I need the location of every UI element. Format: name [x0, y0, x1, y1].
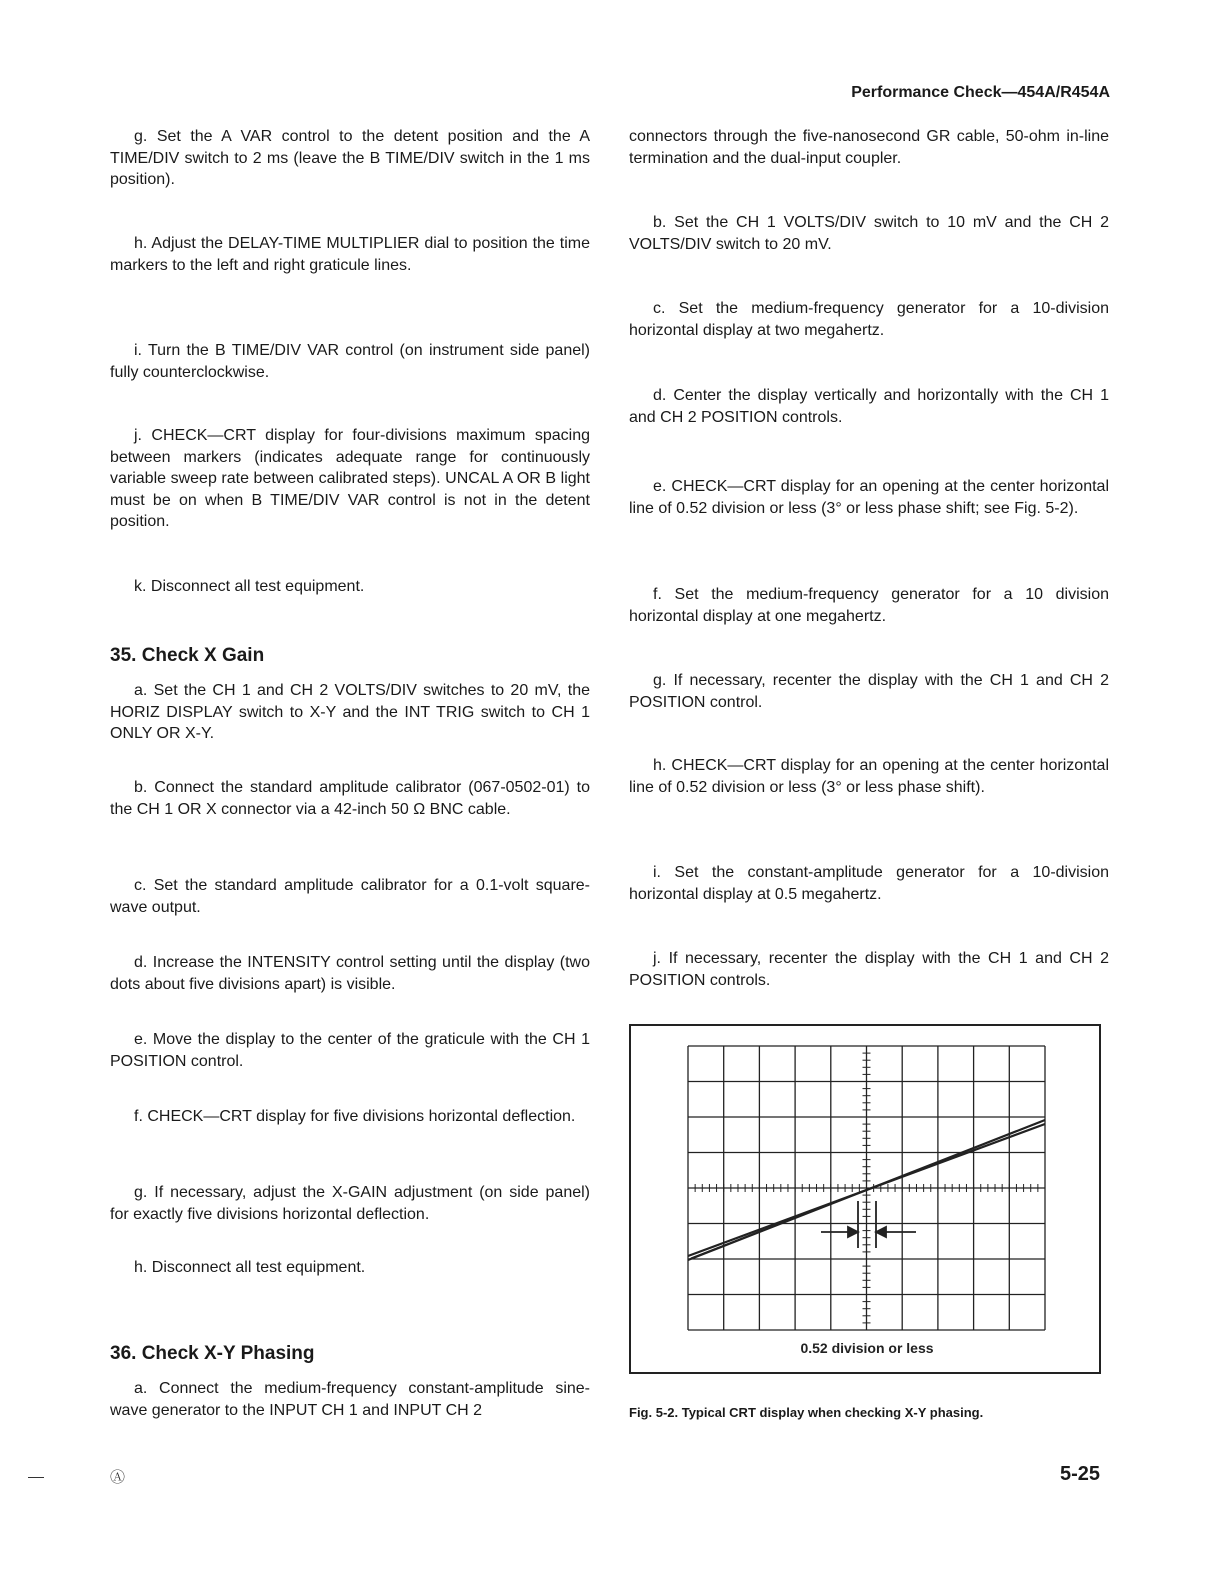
right-step-j: [629, 948, 1109, 991]
step-text: e. CHECK—CRT display for an opening at the center horizontal line of 0.52 division or less (3° or less phase shift; see Fig. 5-2).: [629, 478, 1109, 517]
step-text: a. Connect the medium-frequency constant-amplitude sine-wave generator to the INPUT CH 1 and INPUT CH 2: [110, 1380, 590, 1419]
step-text: d. Increase the INTENSITY control setting until the display (two dots about five divisions apart) is visible.: [110, 954, 590, 993]
step-text: i. Set the constant-amplitude generator for a 10-division horizontal display at 0.5 megahertz.: [629, 864, 1109, 903]
step-text: g. If necessary, adjust the X-GAIN adjustment (on side panel) for exactly five divisions horizontal deflection.: [110, 1184, 590, 1223]
section-35-heading: [110, 645, 590, 667]
right-step-f: [629, 584, 1109, 627]
right-step-e: [629, 476, 1109, 519]
left-step-g: [110, 126, 590, 191]
s35-step-g: [110, 1182, 590, 1225]
right-step-b: [629, 212, 1109, 255]
step-text: a. Set the CH 1 and CH 2 VOLTS/DIV switches to 20 mV, the HORIZ DISPLAY switch to X-Y and the INT TRIG switch to CH 1 ONLY OR X-Y.: [110, 682, 590, 742]
crt-graticule: [631, 1026, 1098, 1371]
step-text: connectors through the five-nanosecond GR cable, 50-ohm in-line termination and the dual-input coupler.: [629, 128, 1109, 167]
right-step-h: [629, 755, 1109, 798]
right-step-d: [629, 385, 1109, 428]
step-text: b. Connect the standard amplitude calibrator (067-0502-01) to the CH 1 OR X connector via a 42-inch 50 Ω BNC cable.: [110, 779, 590, 818]
step-text: d. Center the display vertically and horizontally with the CH 1 and CH 2 POSITION controls.: [629, 387, 1109, 426]
step-text: b. Set the CH 1 VOLTS/DIV switch to 10 mV and the CH 2 VOLTS/DIV switch to 20 mV.: [629, 214, 1109, 253]
step-text: f. CHECK—CRT display for five divisions horizontal deflection.: [134, 1108, 576, 1125]
s35-step-a: [110, 680, 590, 745]
crt-figure: [629, 1024, 1101, 1374]
right-continuation: [629, 126, 1109, 169]
left-step-j: [110, 425, 590, 533]
section-title: 35. Check X Gain: [110, 645, 265, 666]
section-36-heading: [110, 1343, 590, 1365]
section-title: 36. Check X-Y Phasing: [110, 1343, 315, 1364]
step-text: c. Set the standard amplitude calibrator for a 0.1-volt square-wave output.: [110, 877, 590, 916]
s35-step-c: [110, 875, 590, 918]
running-header: Performance Check—454A/R454A: [851, 84, 1110, 101]
step-text: f. Set the medium-frequency generator for a 10 division horizontal display at one megahertz.: [629, 586, 1109, 625]
right-step-g: [629, 670, 1109, 713]
tektronix-mark: Ⓐ: [110, 1469, 126, 1486]
s35-step-d: [110, 952, 590, 995]
right-step-i: [629, 862, 1109, 905]
page-number: 5-25: [1059, 1463, 1100, 1485]
step-text: g. If necessary, recenter the display with the CH 1 and CH 2 POSITION control.: [629, 672, 1109, 711]
s35-step-e: [110, 1029, 590, 1072]
s35-step-b: [110, 777, 590, 820]
margin-dash: [28, 1477, 44, 1478]
s35-step-h: [110, 1257, 590, 1279]
step-text: h. Disconnect all test equipment.: [134, 1259, 366, 1276]
left-step-k: [110, 576, 590, 598]
step-text: c. Set the medium-frequency generator for a 10-division horizontal display at two megahertz.: [629, 300, 1109, 339]
step-text: h. Adjust the DELAY-TIME MULTIPLIER dial to position the time markers to the left and right graticule lines.: [110, 235, 590, 274]
left-step-i: [110, 340, 590, 383]
step-text: h. CHECK—CRT display for an opening at the center horizontal line of 0.52 division or less (3° or less phase shift).: [629, 757, 1109, 796]
right-step-c: [629, 298, 1109, 341]
s35-step-f: [110, 1106, 590, 1128]
figure-annotation: 0.52 division or less: [800, 1340, 934, 1356]
step-text: j. CHECK—CRT display for four-divisions maximum spacing between markers (indicates adequate range for continuously variable sweep rate between calibrated steps). UNCAL A OR B light must be on when B TIME/DIV VAR control is not in the detent position.: [110, 427, 590, 530]
step-text: j. If necessary, recenter the display with the CH 1 and CH 2 POSITION controls.: [629, 950, 1109, 989]
step-text: g. Set the A VAR control to the detent position and the A TIME/DIV switch to 2 ms (leave the B TIME/DIV switch in the 1 ms position).: [110, 128, 590, 188]
step-text: i. Turn the B TIME/DIV VAR control (on instrument side panel) fully counterclockwise.: [110, 342, 590, 381]
step-text: e. Move the display to the center of the graticule with the CH 1 POSITION control.: [110, 1031, 590, 1070]
figure-caption: Fig. 5-2. Typical CRT display when checking X-Y phasing.: [629, 1405, 984, 1420]
step-text: k. Disconnect all test equipment.: [134, 578, 365, 595]
s36-step-a: [110, 1378, 590, 1421]
left-step-h: [110, 233, 590, 276]
